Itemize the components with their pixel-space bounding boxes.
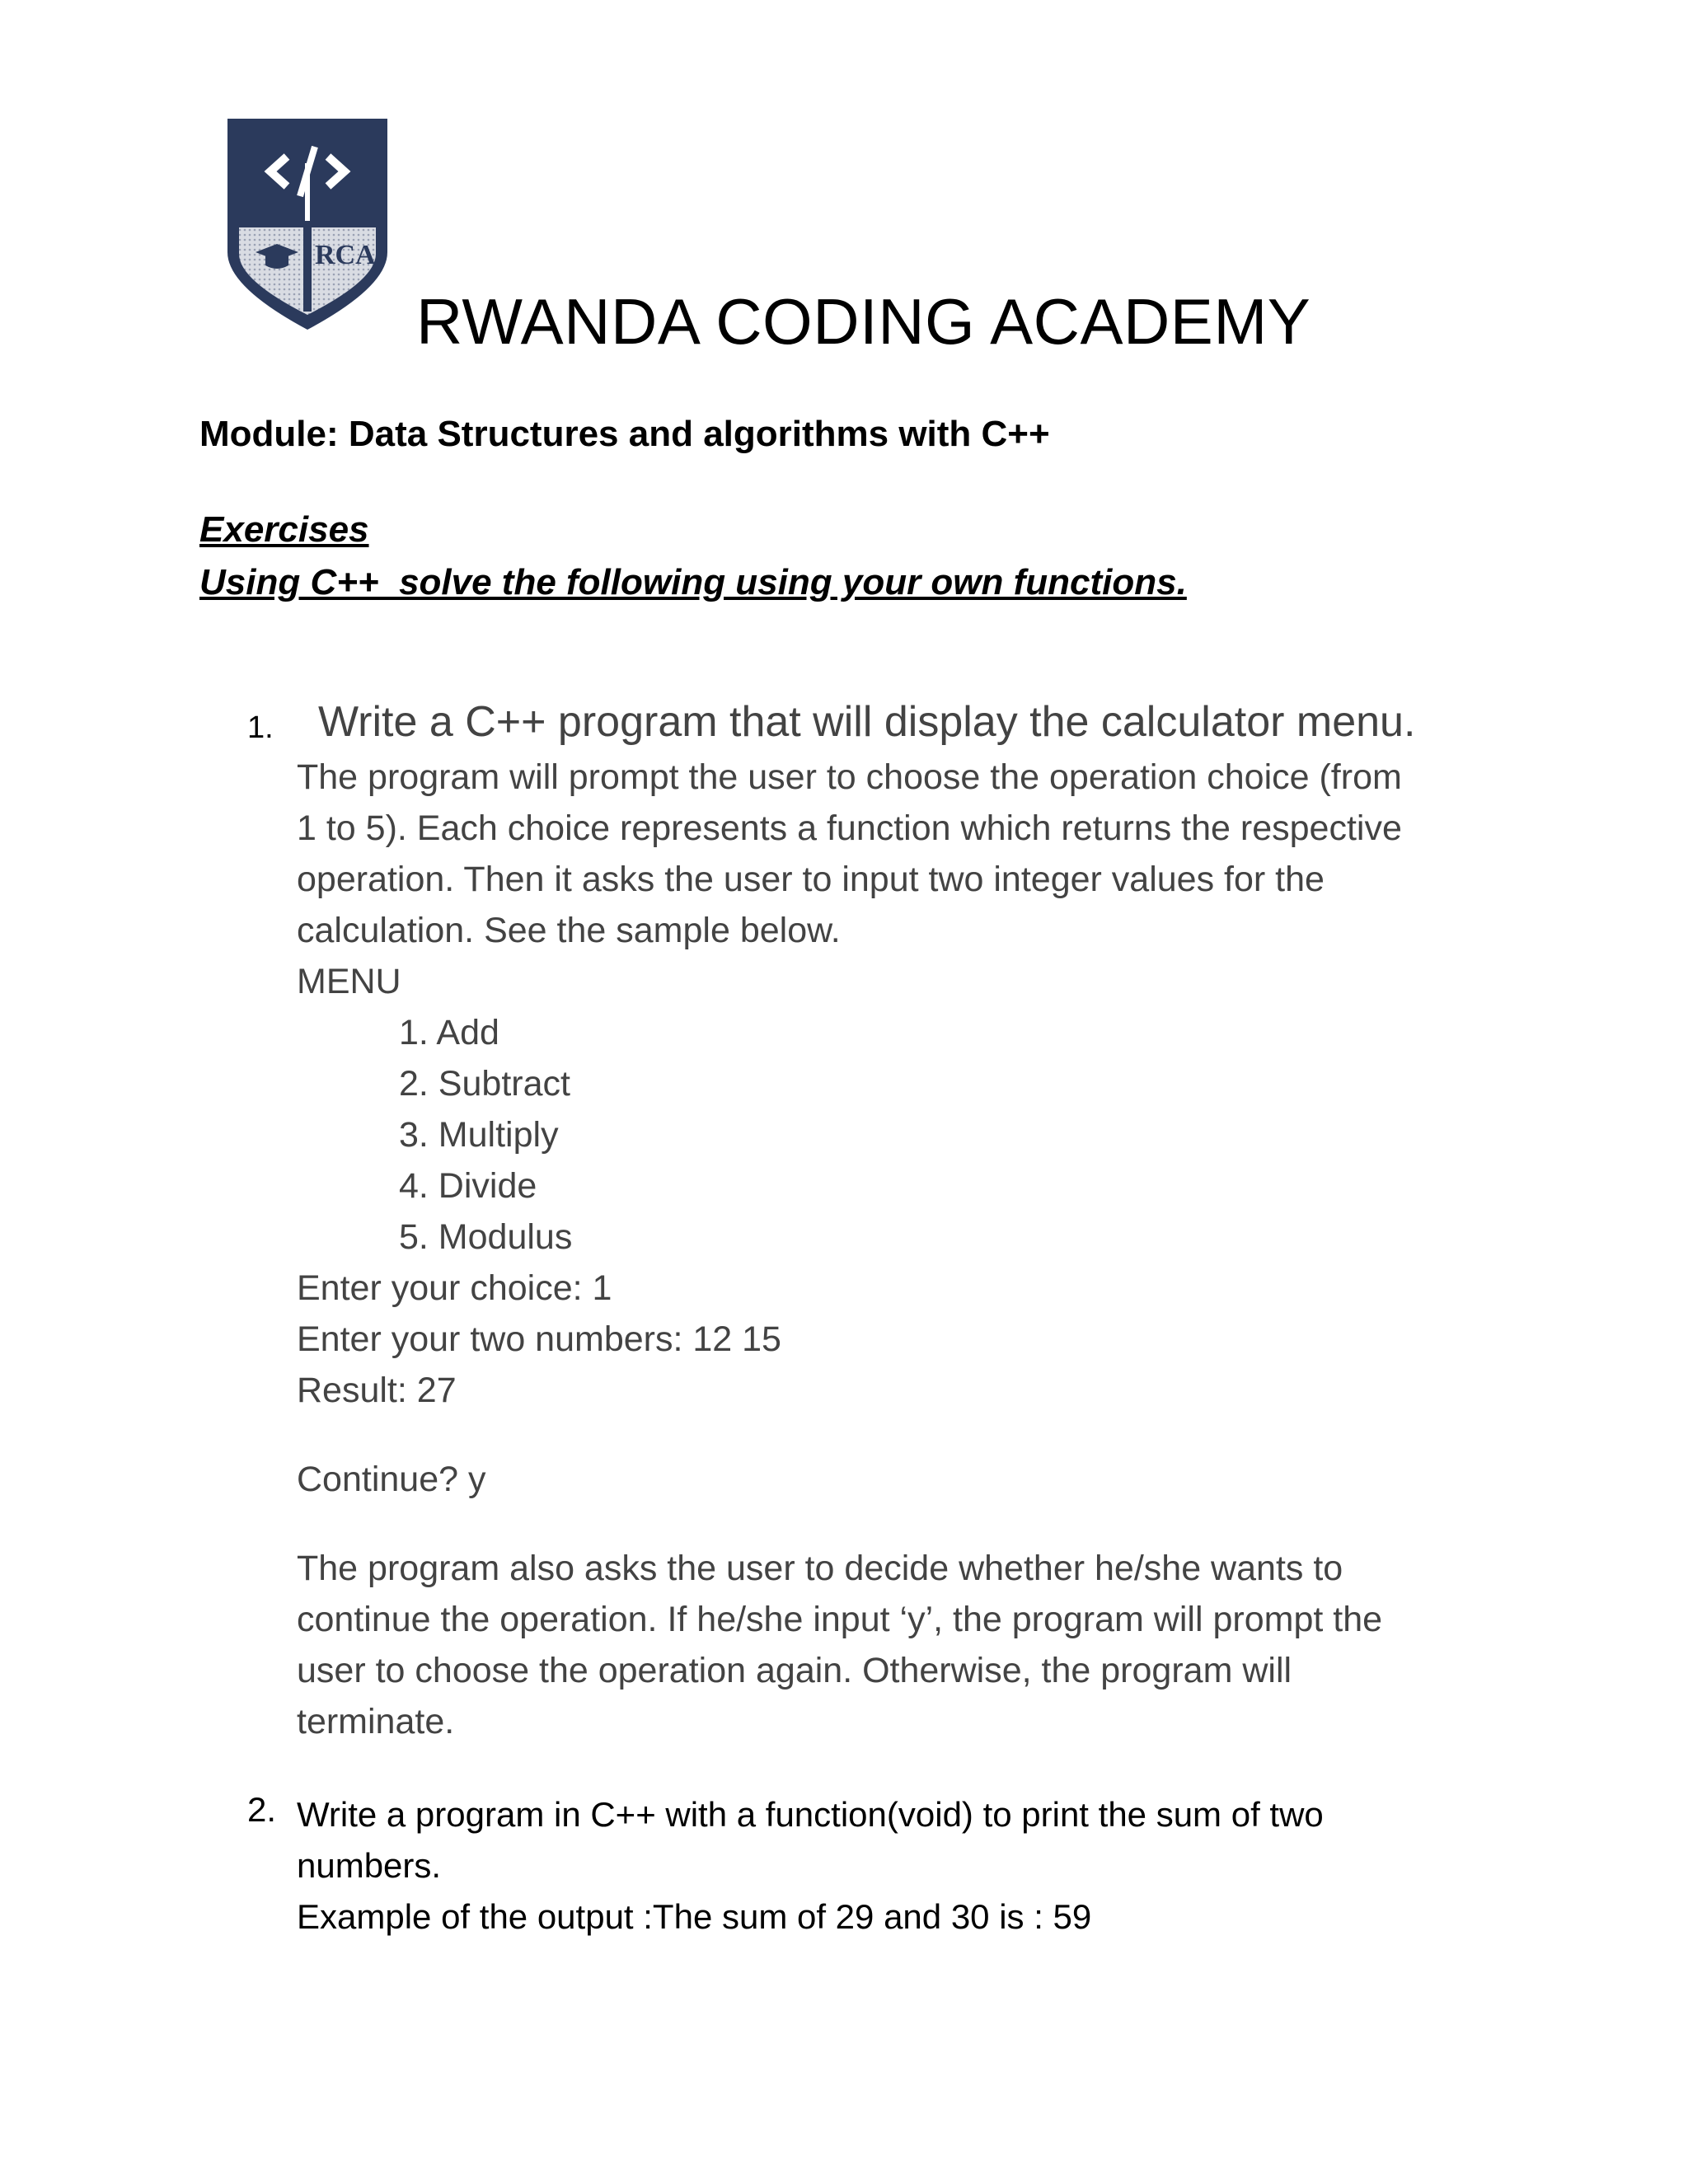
menu-item-modulus: 5. Modulus bbox=[399, 1217, 573, 1257]
exercise-2-number: 2. bbox=[247, 1790, 277, 1829]
closing-line: The program also asks the user to decide whether he/she wants to bbox=[297, 1549, 1343, 1588]
exercises-heading: Exercises bbox=[199, 509, 369, 550]
module-title: Module: Data Structures and algorithms with C++ bbox=[199, 414, 1050, 454]
paragraph-line: The program will prompt the user to choose the operation choice (from bbox=[297, 757, 1402, 797]
exercise-2-example: Example of the output :The sum of 29 and 30 is : 59 bbox=[297, 1897, 1092, 1936]
exercise-1-number: 1. bbox=[247, 710, 274, 745]
menu-title: MENU bbox=[297, 962, 401, 1001]
menu-item-divide: 4. Divide bbox=[399, 1166, 537, 1206]
academy-title: RWANDA CODING ACADEMY bbox=[416, 285, 1311, 358]
sample-line-numbers: Enter your two numbers: 12 15 bbox=[297, 1319, 781, 1359]
svg-text:RCA: RCA bbox=[315, 240, 376, 270]
instruction-heading: Using C++ solve the following using your own functions. bbox=[199, 562, 1187, 602]
menu-item-multiply: 3. Multiply bbox=[399, 1115, 559, 1155]
exercise-1-heading: Write a C++ program that will display the calculator menu. bbox=[318, 698, 1416, 746]
closing-line: continue the operation. If he/she input ‘y’, the program will prompt the bbox=[297, 1600, 1383, 1639]
menu-item-add: 1. Add bbox=[399, 1013, 499, 1052]
sample-line-result: Result: 27 bbox=[297, 1371, 457, 1410]
paragraph-line: 1 to 5). Each choice represents a function which returns the respective bbox=[297, 808, 1402, 848]
paragraph-line: calculation. See the sample below. bbox=[297, 911, 841, 950]
closing-line: user to choose the operation again. Otherwise, the program will bbox=[297, 1651, 1292, 1690]
exercise-2-line: numbers. bbox=[297, 1846, 442, 1885]
menu-item-subtract: 2. Subtract bbox=[399, 1064, 570, 1104]
exercise-2-body bbox=[297, 1790, 1467, 1943]
exercise-2-line: Write a program in C++ with a function(void) to print the sum of two bbox=[297, 1795, 1324, 1834]
rca-shield-logo-icon bbox=[223, 114, 392, 335]
continue-prompt: Continue? y bbox=[297, 1460, 486, 1499]
exercise-1-body bbox=[297, 752, 1467, 1747]
paragraph-line: operation. Then it asks the user to input two integer values for the bbox=[297, 860, 1325, 899]
sample-line-choice: Enter your choice: 1 bbox=[297, 1268, 612, 1308]
closing-line: terminate. bbox=[297, 1702, 455, 1741]
